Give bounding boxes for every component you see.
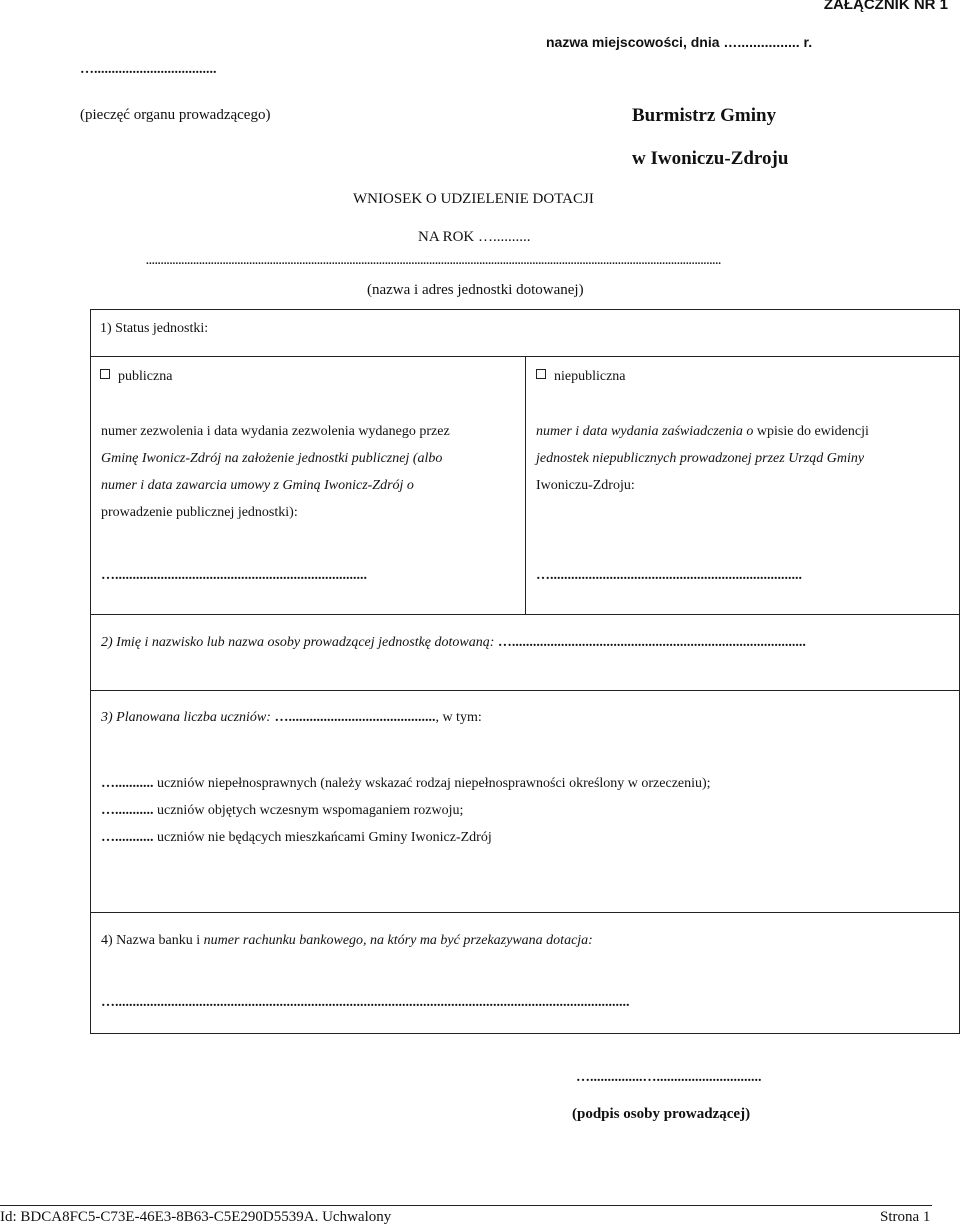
students-item-1-text: uczniów niepełnosprawnych (należy wskazać rodzaj niepełnosprawności określony w orzeczeniu); [153, 776, 711, 791]
students-item-3-text: uczniów nie będących mieszkańcami Gminy Iwonicz-Zdrój [153, 830, 492, 845]
students-item-2-blank[interactable]: …........... [101, 803, 154, 818]
status-label: 1) Status jednostki: [100, 321, 209, 336]
bank-account-blank[interactable]: …................................................................................................................................................... [101, 995, 630, 1010]
name-address-blank[interactable]: ................................................................................................................................................................................................... [146, 255, 722, 267]
option-public-label: publiczna [118, 369, 173, 384]
form-year-line[interactable] [418, 229, 531, 246]
signature-caption: (podpis osoby prowadzącej) [572, 1106, 751, 1122]
nonpublic-registry-description [536, 418, 956, 499]
nonpublic-text-1b: wpisie do ewidencji [753, 424, 869, 439]
addressee-line-2: w Iwoniczu-Zdroju [632, 148, 789, 169]
operator-line[interactable] [101, 635, 806, 651]
nonpublic-text-2: jednostek niepublicznych prowadzonej przez Urząd Gminy [536, 451, 865, 466]
operator-label: 2) Imię i nazwisko lub nazwa osoby prowadzącej jednostkę dotowaną: [101, 635, 495, 650]
nonpublic-text-1a: numer i data wydania zaświadczenia o [536, 424, 754, 439]
option-nonpublic-label: niepubliczna [554, 369, 626, 384]
stamp-caption: (pieczęć organu prowadzącego) [80, 107, 271, 123]
option-nonpublic[interactable] [536, 369, 626, 385]
footer-rule [0, 1205, 932, 1206]
place-date-blank[interactable]: …................ [723, 34, 800, 50]
public-text-1: numer zezwolenia i data wydania zezwolenia wydanego przez [101, 424, 450, 439]
students-item-1-blank[interactable]: …........... [101, 776, 154, 791]
students-item-1[interactable] [101, 776, 711, 792]
place-date-suffix: r. [799, 34, 813, 50]
public-permit-blank[interactable]: …........................................................................ [101, 568, 367, 583]
year-label: NA ROK [418, 229, 475, 245]
bank-line [101, 933, 593, 949]
public-text-3: numer i data zawarcia umowy z Gminą Iwonicz-Zdrój o [101, 478, 414, 493]
public-text-4: prowadzenie publicznej jednostki): [101, 505, 298, 520]
page-number: Strona 1 [880, 1209, 931, 1225]
divider-section3 [90, 690, 960, 691]
bank-label-part2: numer rachunku bankowego, na który ma być przekazywana dotacja: [203, 933, 593, 948]
document-id: Id: BDCA8FC5-C73E-46E3-8B63-C5E290D5539A. Uchwalony [0, 1209, 392, 1225]
place-date-label: nazwa miejscowości, dnia [546, 34, 720, 50]
students-blank[interactable]: ….......................................... [270, 710, 436, 725]
checkbox-public[interactable] [100, 369, 110, 379]
students-line[interactable] [101, 710, 482, 726]
public-permit-description [101, 418, 521, 526]
nonpublic-text-3: Iwoniczu-Zdroju: [536, 478, 635, 493]
option-public[interactable] [100, 369, 172, 385]
form-title: WNIOSEK O UDZIELENIE DOTACJI [353, 191, 594, 207]
students-item-3[interactable] [101, 830, 492, 846]
checkbox-nonpublic[interactable] [536, 369, 546, 379]
attachment-number: ZAŁĄCZNIK NR 1 [823, 0, 948, 13]
public-text-2: Gminę Iwonicz-Zdrój na założenie jednostki publicznej (albo [101, 451, 443, 466]
divider-section2 [90, 614, 960, 615]
addressee-line-1: Burmistrz Gminy [632, 105, 777, 126]
column-divider [525, 356, 526, 614]
bank-label-part1: 4) Nazwa banku i [101, 933, 204, 948]
nonpublic-registry-blank[interactable]: …........................................................................ [536, 568, 802, 583]
name-address-caption: (nazwa i adres jednostki dotowanej) [367, 282, 584, 298]
students-item-3-blank[interactable]: …........... [101, 830, 154, 845]
students-label: 3) Planowana liczba uczniów: [101, 710, 271, 725]
signature-blank[interactable]: …...............….............................. [576, 1070, 762, 1085]
year-blank[interactable]: ….......... [474, 229, 531, 245]
students-item-2[interactable] [101, 803, 463, 819]
stamp-blank[interactable]: …................................... [80, 62, 217, 77]
students-suffix: , w tym: [435, 710, 482, 725]
operator-blank[interactable]: ….................................................................................... [494, 635, 806, 650]
divider-section4 [90, 912, 960, 913]
students-item-2-text: uczniów objętych wczesnym wspomaganiem rozwoju; [153, 803, 464, 818]
place-date-line[interactable] [546, 34, 812, 50]
